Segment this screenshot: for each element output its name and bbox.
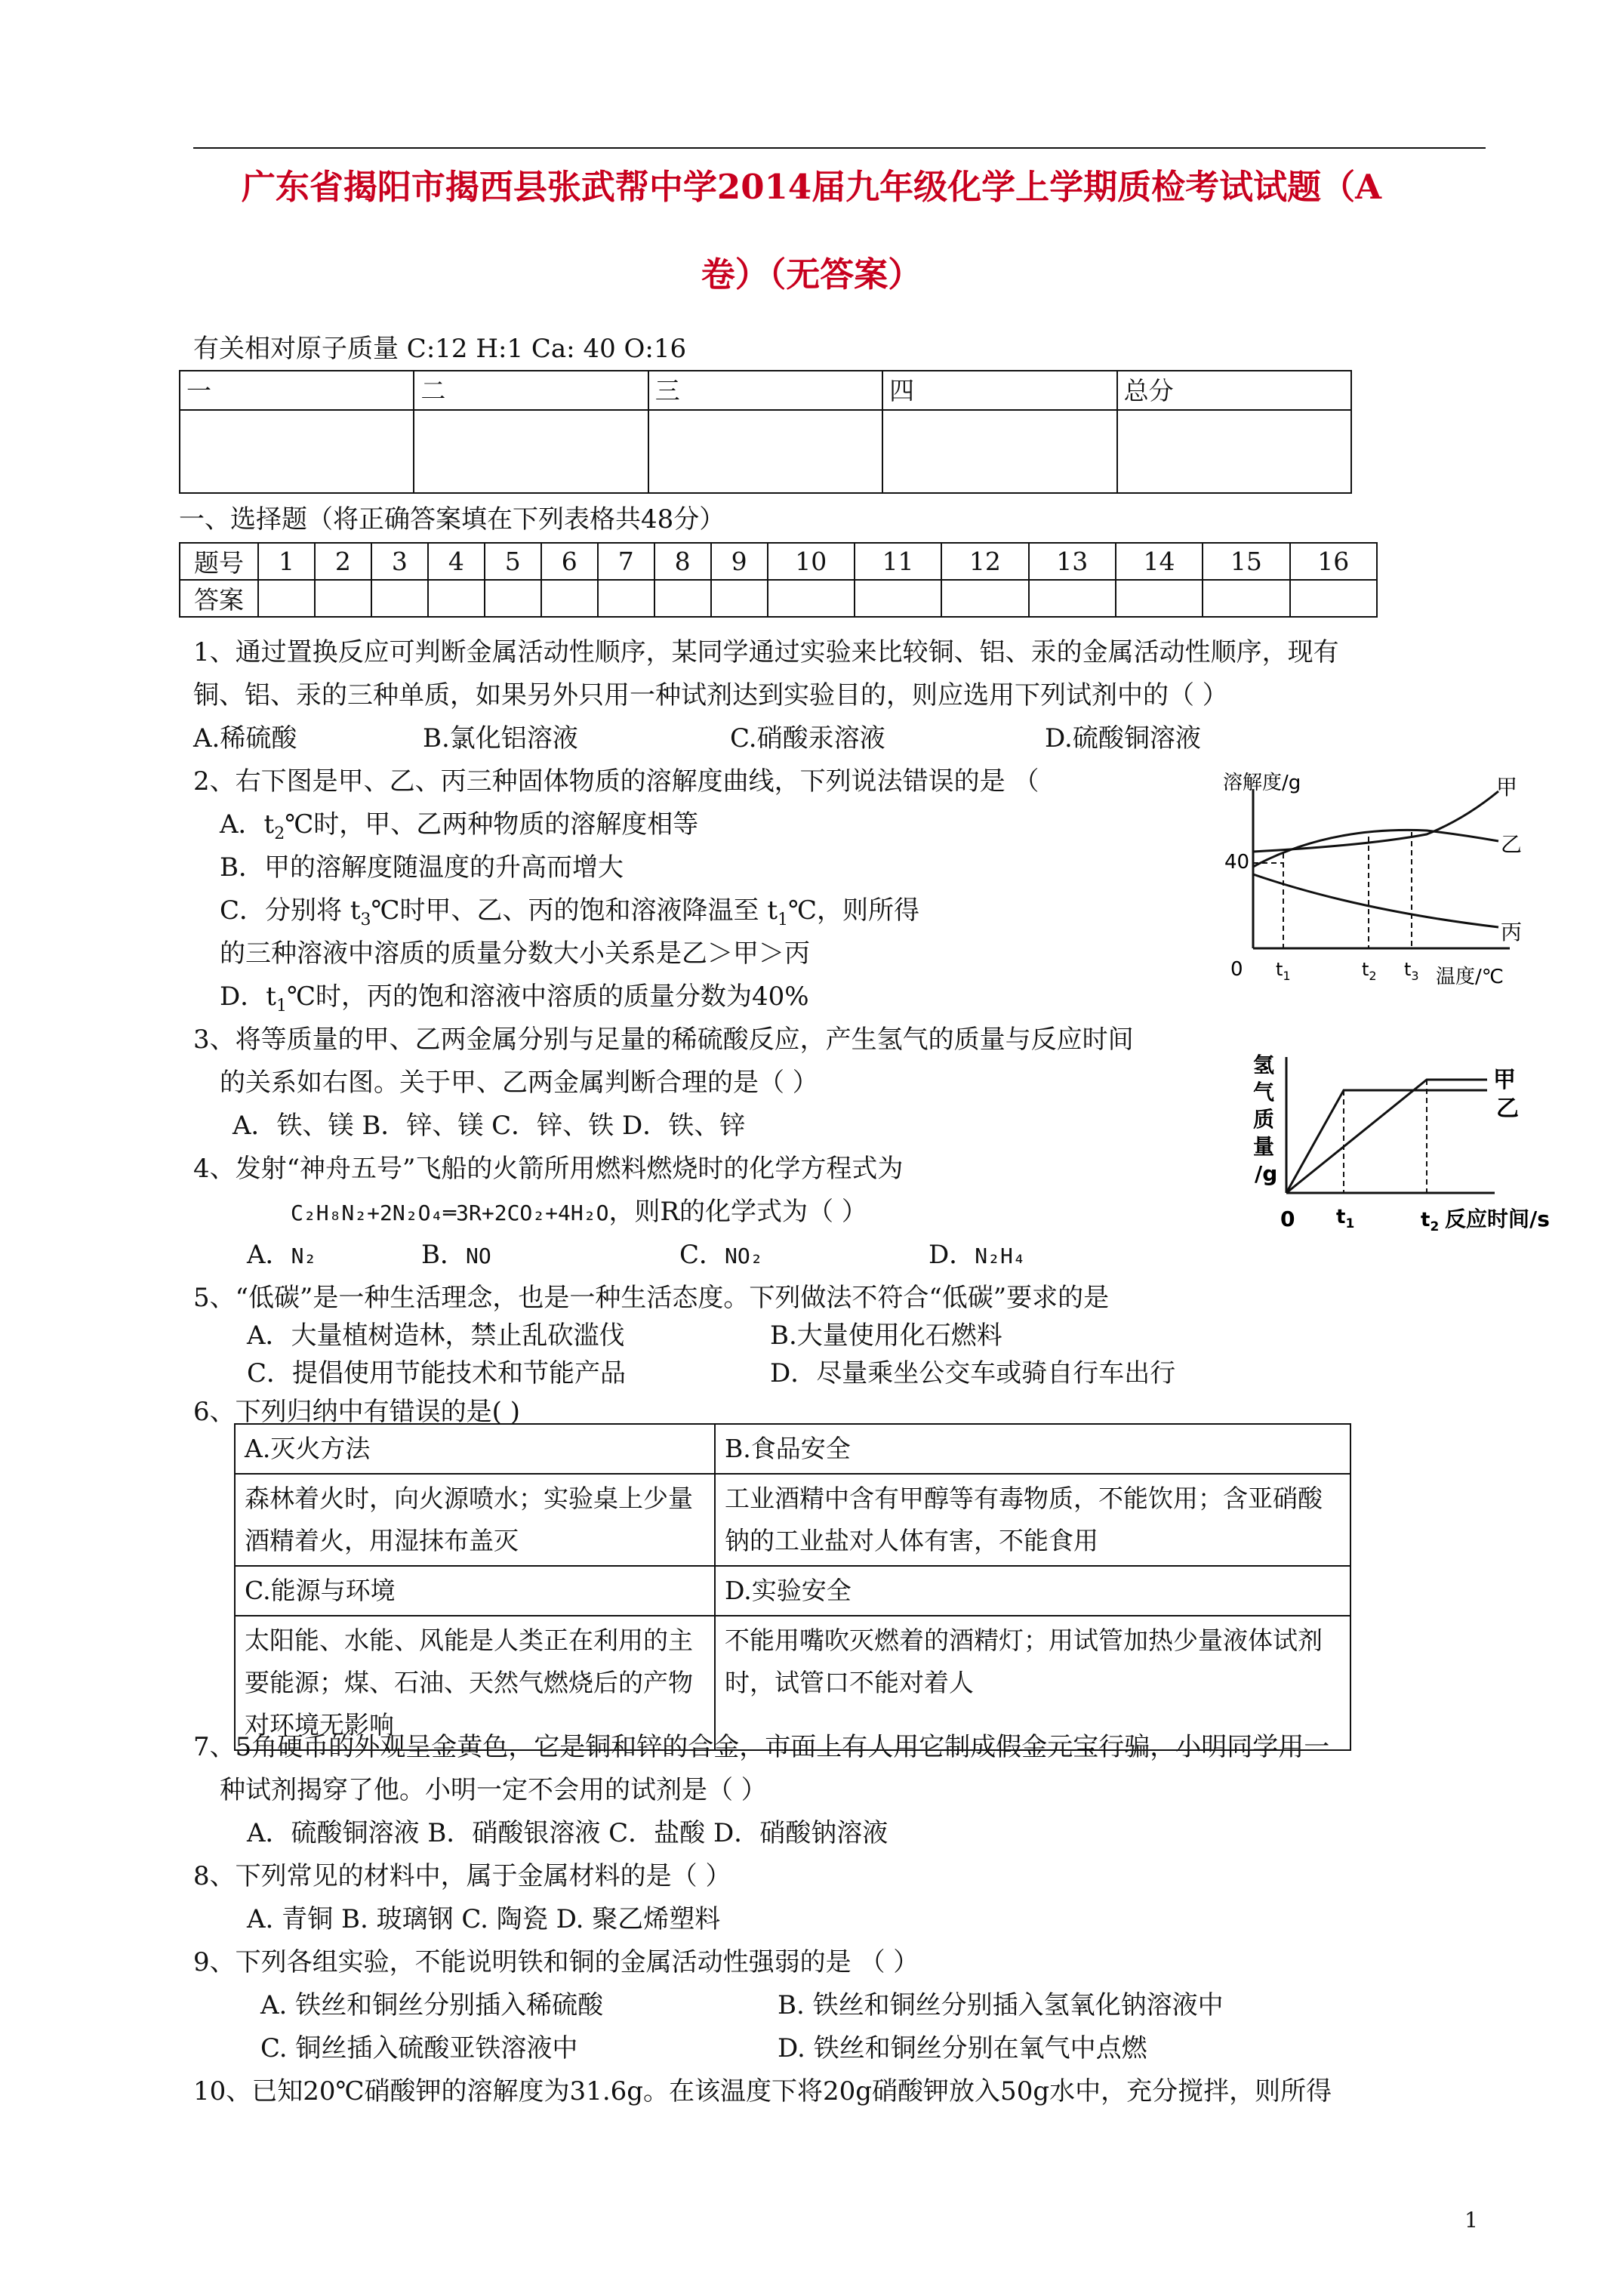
q1-line2: 铜、铝、汞的三种单质，如果另外只用一种试剂达到实验目的，则应选用下列试剂中的（ ） (193, 680, 1228, 710)
q9-line1: 9、下列各组实验，不能说明铁和铜的金属活动性强弱的是 （ ） (193, 1947, 919, 1977)
q4-option-d: D．N₂H₄ (929, 1240, 1026, 1270)
q5-option-d: D．尽量乘坐公交车或骑自行车出行 (770, 1358, 1176, 1388)
solubility-chart (1208, 763, 1525, 997)
score-header-total: 总分 (1117, 371, 1351, 410)
q3-line2: 的关系如右图。关于甲、乙两金属判断合理的是（ ） (220, 1068, 818, 1098)
chart2-ylabel-1: 气 (1253, 1080, 1275, 1105)
score-cell[interactable] (882, 410, 1116, 493)
q8-line1: 8、下列常见的材料中，属于金属材料的是（ ） (193, 1861, 731, 1891)
q5-option-c: C．提倡使用节能技术和节能产品 (247, 1358, 627, 1388)
question-number: 4 (428, 543, 485, 580)
q6-c-head: C.能源与环境 (235, 1566, 715, 1616)
question-number: 15 (1203, 543, 1289, 580)
chart1-curve-jia (1253, 791, 1498, 852)
q9-option-b: B. 铁丝和铜丝分别插入氢氧化钠溶液中 (778, 1990, 1224, 2020)
chart2-ylabel-3: 量 (1253, 1134, 1275, 1159)
chart2-xlabel: 反应时间/s (1445, 1207, 1550, 1231)
chart1-t2: $t_2$ (1362, 959, 1377, 983)
q8-options: A. 青铜 B. 玻璃钢 C. 陶瓷 D. 聚乙烯塑料 (247, 1904, 721, 1934)
q2-line1: 2、右下图是甲、乙、丙三种固体物质的溶解度曲线，下列说法错误的是 （ (193, 766, 1039, 797)
chart2-label-yi: 乙 (1496, 1096, 1519, 1122)
q4-option-b: B．NO (421, 1240, 491, 1270)
answer-row-label: 答案 (180, 580, 258, 617)
question-number: 8 (654, 543, 711, 580)
q9-option-c: C. 铜丝插入硫酸亚铁溶液中 (260, 2033, 578, 2063)
answer-cell[interactable] (541, 580, 598, 617)
answer-cell[interactable] (1203, 580, 1289, 617)
question-number: 14 (1116, 543, 1203, 580)
chart1-xlabel: 温度/℃ (1436, 966, 1504, 988)
question-number: 11 (855, 543, 941, 580)
section1-heading: 一、选择题（将正确答案填在下列表格共48分） (179, 504, 725, 535)
answer-cell[interactable] (711, 580, 768, 617)
score-cell[interactable] (180, 410, 414, 493)
score-header-2: 二 (414, 371, 648, 410)
answer-cell[interactable] (941, 580, 1028, 617)
answer-cell[interactable] (855, 580, 941, 617)
answer-cell[interactable] (768, 580, 855, 617)
answer-cell[interactable] (485, 580, 541, 617)
chart1-label-jia: 甲 (1496, 775, 1518, 800)
page-title-line1: 广东省揭阳市揭西县张武帮中学2014届九年级化学上学期质检考试试题（A (241, 167, 1382, 207)
answer-cell[interactable] (258, 580, 315, 617)
chart1-origin: 0 (1230, 958, 1243, 981)
answer-cell[interactable] (315, 580, 371, 617)
q6-b-head: B.食品安全 (715, 1424, 1350, 1474)
score-header-4: 四 (882, 371, 1116, 410)
q6-d-head: D.实验安全 (715, 1566, 1350, 1616)
question-number: 6 (541, 543, 598, 580)
q2-option-b: B．甲的溶解度随温度的升高而增大 (220, 852, 624, 883)
q4-equation-line (291, 1197, 867, 1228)
q5-option-a: A．大量植树造林，禁止乱砍滥伐 (247, 1321, 625, 1351)
chart1-label-bing: 丙 (1501, 920, 1523, 945)
chart1-y40: 40 (1224, 851, 1250, 874)
answer-cell[interactable] (598, 580, 654, 617)
q7-options: A．硫酸铜溶液 B．硝酸银溶液 C．盐酸 D．硝酸钠溶液 (247, 1818, 888, 1848)
chart2-ylabel-0: 氢 (1253, 1052, 1275, 1077)
chart2-ylabel-2: 质 (1253, 1107, 1275, 1132)
q1-line1: 1、通过置换反应可判断金属活动性顺序，某同学通过实验来比较铜、铝、汞的金属活动性顺序，现有 (193, 637, 1339, 667)
q9-option-d: D. 铁丝和铜丝分别在氧气中点燃 (778, 2033, 1147, 2063)
q4-option-a: A．N₂ (247, 1240, 317, 1270)
question-number: 12 (941, 543, 1028, 580)
q4-eq-tail: ，则R的化学式为（ ） (608, 1197, 867, 1227)
question-number: 13 (1029, 543, 1116, 580)
q6-a-body: 森林着火时，向火源喷水；实验桌上少量酒精着火，用湿抹布盖灭 (235, 1474, 715, 1566)
chart2-ylabel-4: /g (1255, 1161, 1278, 1186)
answer-cell[interactable] (428, 580, 485, 617)
question-number: 10 (768, 543, 855, 580)
question-number: 7 (598, 543, 654, 580)
q5-line1: 5、“低碳”是一种生活理念，也是一种生活态度。下列做法不符合“低碳”要求的是 (193, 1283, 1110, 1313)
q1-option-c: C.硝酸汞溶液 (730, 723, 885, 754)
chart1-label-yi: 乙 (1501, 832, 1523, 857)
q7-line2: 种试剂揭穿了他。小明一定不会用的试剂是（ ） (220, 1775, 767, 1805)
chart2-line-jia (1286, 1080, 1487, 1193)
q2-option-d: D．$t_1℃$时，丙的饱和溶液中溶质的质量分数为40% (220, 982, 809, 1015)
q2-option-c-line2: 的三种溶液中溶质的质量分数大小关系是乙＞甲＞丙 (220, 938, 810, 969)
top-rule (193, 147, 1486, 149)
q2-option-c: C．分别将 $t_3℃$时甲、乙、丙的饱和溶液降温至 $t_1℃$，则所得 (220, 895, 920, 929)
chart1-curve-bing (1253, 874, 1498, 927)
chart2-label-jia: 甲 (1493, 1067, 1516, 1093)
q6-a-head: A.灭火方法 (235, 1424, 715, 1474)
q3-options: A．铁、镁 B．锌、镁 C．锌、铁 D．铁、锌 (233, 1111, 746, 1141)
q4-line1: 4、发射“神舟五号”飞船的火箭所用燃料燃烧时的化学方程式为 (193, 1154, 904, 1184)
answer-cell[interactable] (1290, 580, 1377, 617)
q6-table (234, 1423, 1351, 1751)
chart1-ylabel: 溶解度/g (1223, 772, 1301, 794)
chart1-t3: $t_3$ (1404, 959, 1419, 983)
question-number: 3 (371, 543, 428, 580)
chart2-origin: 0 (1280, 1207, 1295, 1231)
score-cell[interactable] (1117, 410, 1351, 493)
q7-line1: 7、5角硬币的外观呈金黄色，它是铜和锌的合金，市面上有人用它制成假金元宝行骗，小明同学用一 (193, 1732, 1330, 1762)
q1-option-a: A.稀硫酸 (193, 723, 297, 754)
score-cell[interactable] (648, 410, 882, 493)
answer-cell[interactable] (1116, 580, 1203, 617)
q1-option-d: D.硫酸铜溶液 (1045, 723, 1201, 754)
q6-d-body: 不能用嘴吹灭燃着的酒精灯；用试管加热少量液体试剂时，试管口不能对着人 (715, 1616, 1350, 1750)
q3-line1: 3、将等质量的甲、乙两金属分别与足量的稀硫酸反应，产生氢气的质量与反应时间 (193, 1025, 1134, 1055)
q5-option-b: B.大量使用化石燃料 (770, 1321, 1002, 1351)
q2-option-a: A．$t_2℃$时，甲、乙两种物质的溶解度相等 (220, 809, 699, 843)
score-table (179, 370, 1352, 494)
hydrogen-chart (1253, 1049, 1585, 1238)
score-header-1: 一 (180, 371, 414, 410)
q4-equation: C₂H₈N₂+2N₂O₄═3R+2CO₂+4H₂O (291, 1200, 609, 1225)
atomic-masses: 有关相对原子质量 C:12 H:1 Ca: 40 O:16 (193, 334, 687, 364)
q4-option-c: C．NO₂ (679, 1240, 763, 1270)
q10-line1: 10、已知20℃硝酸钾的溶解度为31.6g。在该温度下将20g硝酸钾放入50g水中，充分搅拌，则所得 (193, 2076, 1332, 2106)
chart2-t2: $t_2$ (1421, 1209, 1440, 1234)
chart1-t1: $t_1$ (1276, 959, 1291, 983)
q6-b-body: 工业酒精中含有甲醇等有毒物质，不能饮用；含亚硝酸钠的工业盐对人体有害，不能食用 (715, 1474, 1350, 1566)
answer-cell[interactable] (371, 580, 428, 617)
page-number: 1 (1464, 2208, 1478, 2233)
chart2-t1: $t_1$ (1336, 1206, 1355, 1231)
answer-row-label: 题号 (180, 543, 258, 580)
q1-option-b: B.氯化铝溶液 (423, 723, 578, 754)
answer-cell[interactable] (1029, 580, 1116, 617)
chart2-line-yi (1286, 1090, 1487, 1193)
question-number: 5 (485, 543, 541, 580)
question-number: 16 (1290, 543, 1377, 580)
q6-c-body: 太阳能、水能、风能是人类正在利用的主要能源；煤、石油、天然气燃烧后的产物对环境无影响 (235, 1616, 715, 1750)
answer-cell[interactable] (654, 580, 711, 617)
page-title-line2: 卷）（无答案） (701, 254, 922, 294)
question-number: 9 (711, 543, 768, 580)
q9-option-a: A. 铁丝和铜丝分别插入稀硫酸 (260, 1990, 604, 2020)
score-cell[interactable] (414, 410, 648, 493)
question-number: 2 (315, 543, 371, 580)
q6-line1: 6、下列归纳中有错误的是( ) (193, 1397, 520, 1427)
answer-table (179, 542, 1378, 618)
question-number: 1 (258, 543, 315, 580)
score-header-3: 三 (648, 371, 882, 410)
